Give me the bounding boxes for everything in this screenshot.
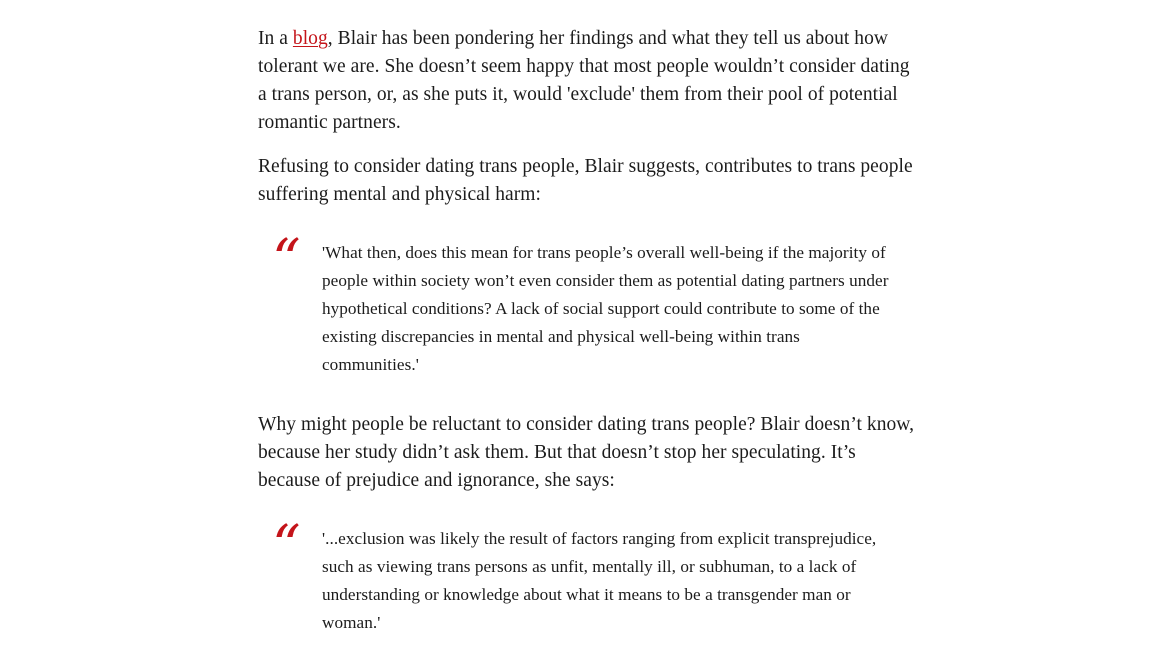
paragraph-1	[258, 25, 918, 137]
quote-mark-icon: “	[272, 514, 301, 579]
paragraph-3: Why might people be reluctant to consider dating trans people? Blair doesn’t know, because her study didn’t ask them. But that doesn’t stop her speculating. It’s because of prejudice and ignorance, she says:	[258, 414, 915, 491]
blockquote-1-text: 'What then, does this mean for trans people’s overall well-being if the majority of people within society won’t even consider them as potential dating partners under hypothetical conditions? A lack of social support could contribute to some of the existing discrepancies in mental and physical well-being within trans communities.'	[322, 243, 889, 374]
blockquote-2	[258, 514, 898, 637]
article-body	[258, 25, 918, 669]
paragraph-1-rest: , Blair has been pondering her findings and what they tell us about how tolerant we are. She doesn’t seem happy that most people wouldn’t consider dating a trans person, or, as she puts it, would 'exclude' them from their pool of potential romantic partners.	[258, 28, 910, 133]
paragraph-2: Refusing to consider dating trans people, Blair suggests, contributes to trans people suffering mental and physical harm:	[258, 156, 913, 205]
blog-link[interactable]: blog	[292, 28, 328, 49]
blockquote-1	[258, 228, 898, 379]
paragraph-1-intro: In a	[258, 28, 293, 49]
blockquote-2-text: '...exclusion was likely the result of factors ranging from explicit transprejudice, such as viewing trans persons as unfit, mentally ill, or subhuman, to a lack of understanding or knowledge about what it means to be a transgender man or woman.'	[322, 529, 877, 632]
quote-mark-icon: “	[272, 228, 301, 293]
